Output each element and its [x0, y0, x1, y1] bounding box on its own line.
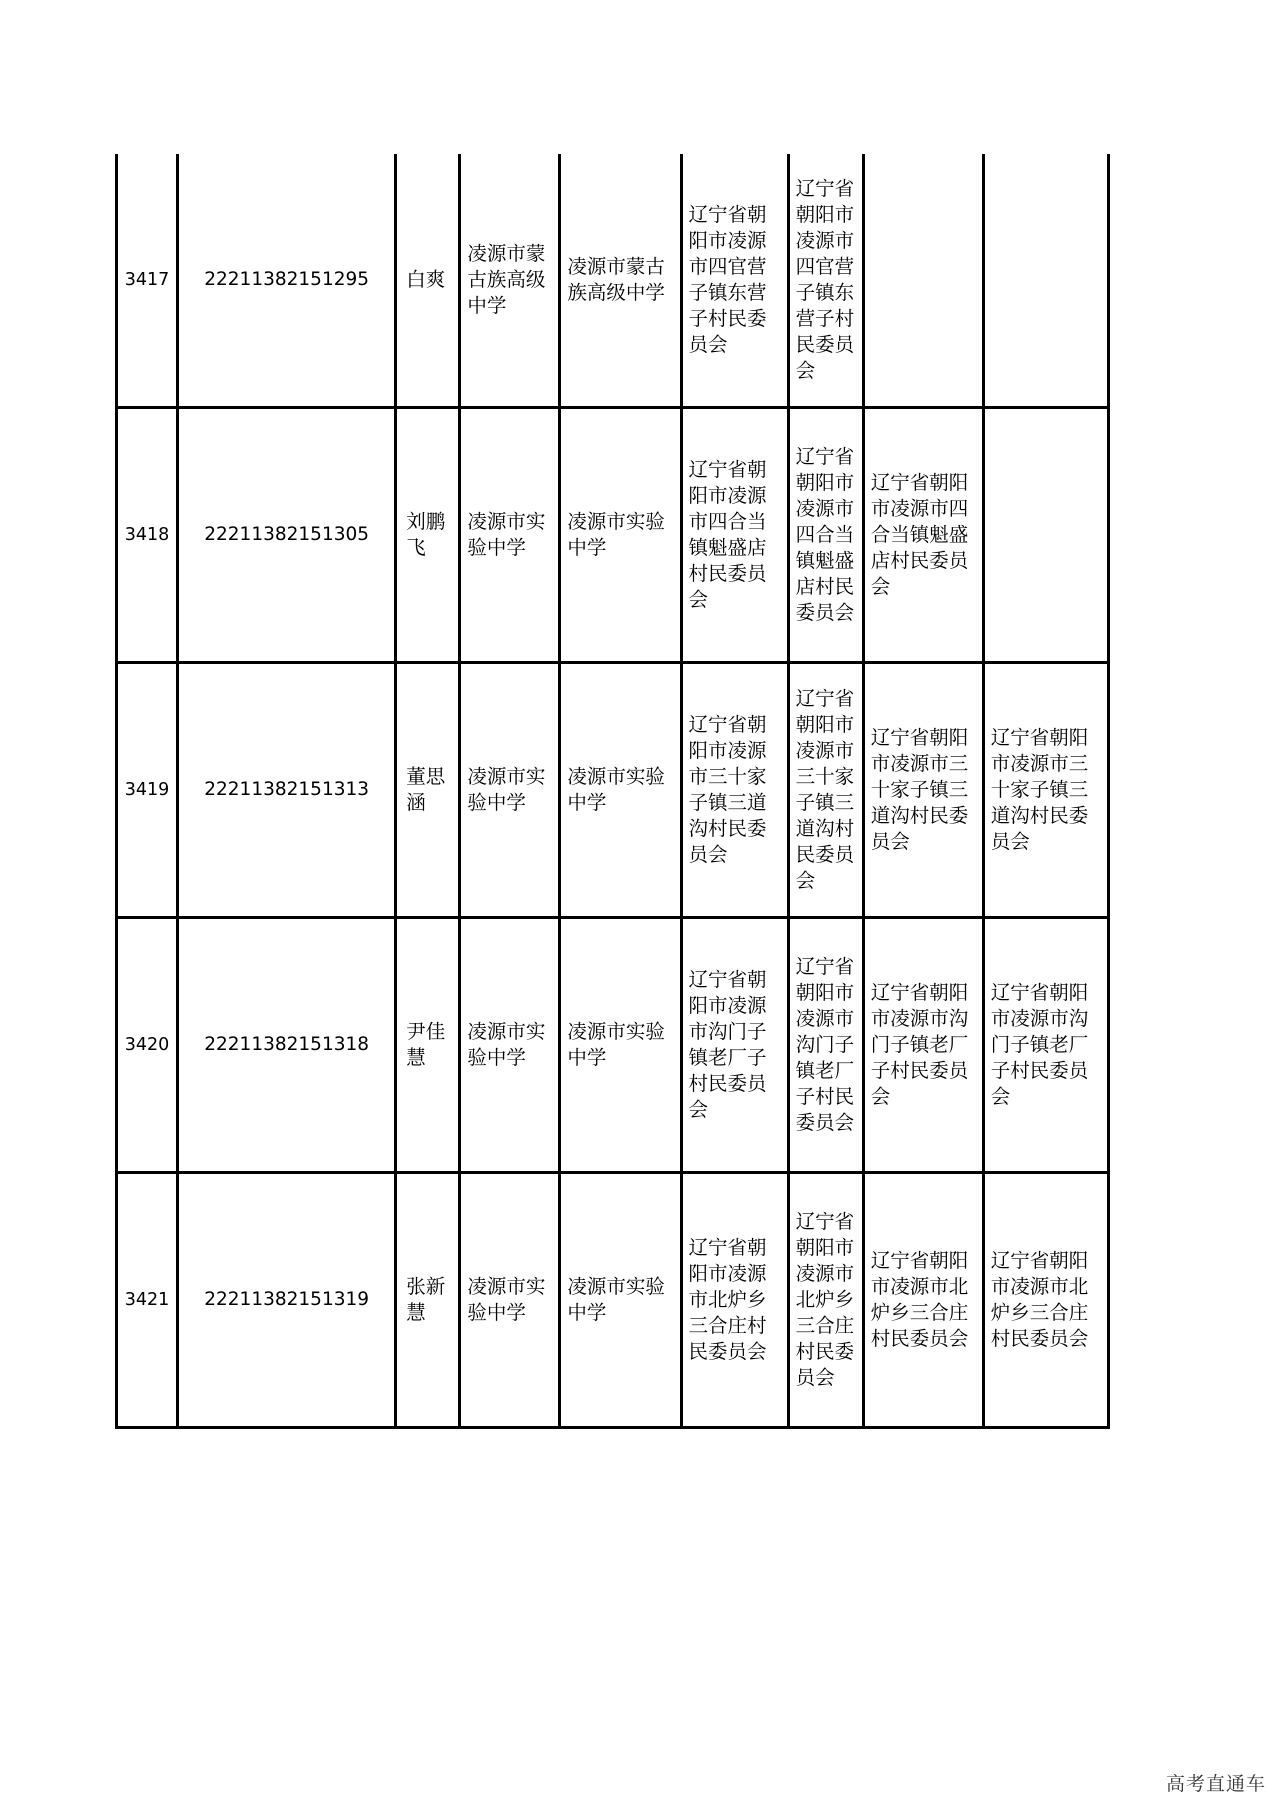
cell-guardian-address-1: 辽宁省朝阳市凌源市四合当镇魁盛店村民委员会: [863, 408, 983, 663]
cell-row-number: 3420: [117, 918, 178, 1173]
cell-household-address: 辽宁省朝阳市凌源市四合当镇魁盛店村民委员会: [681, 408, 788, 663]
cell-school-name: 凌源市实验中学: [460, 1173, 560, 1428]
cell-student-name: 张新慧: [396, 1173, 460, 1428]
cell-graduated-school: 凌源市实验中学: [560, 1173, 681, 1428]
cell-graduated-school: 凌源市实验中学: [560, 663, 681, 918]
cell-guardian-address-2: [983, 154, 1108, 408]
cell-guardian-address-2: 辽宁省朝阳市凌源市北炉乡三合庄村民委员会: [983, 1173, 1108, 1428]
cell-guardian-address-1: 辽宁省朝阳市凌源市三十家子镇三道沟村民委员会: [863, 663, 983, 918]
cell-student-id: 22211382151313: [178, 663, 396, 918]
cell-student-name: 尹佳慧: [396, 918, 460, 1173]
cell-guardian-address-2: 辽宁省朝阳市凌源市三十家子镇三道沟村民委员会: [983, 663, 1108, 918]
cell-student-name: 董思涵: [396, 663, 460, 918]
cell-school-name: 凌源市实验中学: [460, 408, 560, 663]
cell-student-id: 22211382151318: [178, 918, 396, 1173]
cell-guardian-address-1: [863, 154, 983, 408]
cell-student-id: 22211382151319: [178, 1173, 396, 1428]
cell-student-name: 白爽: [396, 154, 460, 408]
cell-school-name: 凌源市实验中学: [460, 918, 560, 1173]
watermark: 高考直通车: [1165, 1773, 1266, 1795]
student-table: [115, 154, 1110, 1429]
table-row: [117, 918, 1109, 1173]
cell-residence-address: 辽宁省朝阳市凌源市三十家子镇三道沟村民委员会: [788, 663, 863, 918]
cell-guardian-address-2: 辽宁省朝阳市凌源市沟门子镇老厂子村民委员会: [983, 918, 1108, 1173]
cell-household-address: 辽宁省朝阳市凌源市三十家子镇三道沟村民委员会: [681, 663, 788, 918]
cell-guardian-address-1: 辽宁省朝阳市凌源市北炉乡三合庄村民委员会: [863, 1173, 983, 1428]
cell-residence-address: 辽宁省朝阳市凌源市四官营子镇东营子村民委员会: [788, 154, 863, 408]
cell-guardian-address-2: [983, 408, 1108, 663]
cell-household-address: 辽宁省朝阳市凌源市四官营子镇东营子村民委员会: [681, 154, 788, 408]
table-row: [117, 154, 1109, 408]
cell-row-number: 3417: [117, 154, 178, 408]
cell-row-number: 3419: [117, 663, 178, 918]
cell-household-address: 辽宁省朝阳市凌源市北炉乡三合庄村民委员会: [681, 1173, 788, 1428]
cell-residence-address: 辽宁省朝阳市凌源市北炉乡三合庄村民委员会: [788, 1173, 863, 1428]
cell-residence-address: 辽宁省朝阳市凌源市四合当镇魁盛店村民委员会: [788, 408, 863, 663]
table-row: [117, 408, 1109, 663]
cell-student-id: 22211382151305: [178, 408, 396, 663]
cell-student-id: 22211382151295: [178, 154, 396, 408]
cell-guardian-address-1: 辽宁省朝阳市凌源市沟门子镇老厂子村民委员会: [863, 918, 983, 1173]
cell-graduated-school: 凌源市实验中学: [560, 918, 681, 1173]
cell-graduated-school: 凌源市蒙古族高级中学: [560, 154, 681, 408]
cell-graduated-school: 凌源市实验中学: [560, 408, 681, 663]
table-row: [117, 663, 1109, 918]
table-row: [117, 1173, 1109, 1428]
cell-residence-address: 辽宁省朝阳市凌源市沟门子镇老厂子村民委员会: [788, 918, 863, 1173]
cell-row-number: 3418: [117, 408, 178, 663]
cell-school-name: 凌源市蒙古族高级中学: [460, 154, 560, 408]
cell-row-number: 3421: [117, 1173, 178, 1428]
cell-student-name: 刘鹏飞: [396, 408, 460, 663]
cell-household-address: 辽宁省朝阳市凌源市沟门子镇老厂子村民委员会: [681, 918, 788, 1173]
cell-school-name: 凌源市实验中学: [460, 663, 560, 918]
